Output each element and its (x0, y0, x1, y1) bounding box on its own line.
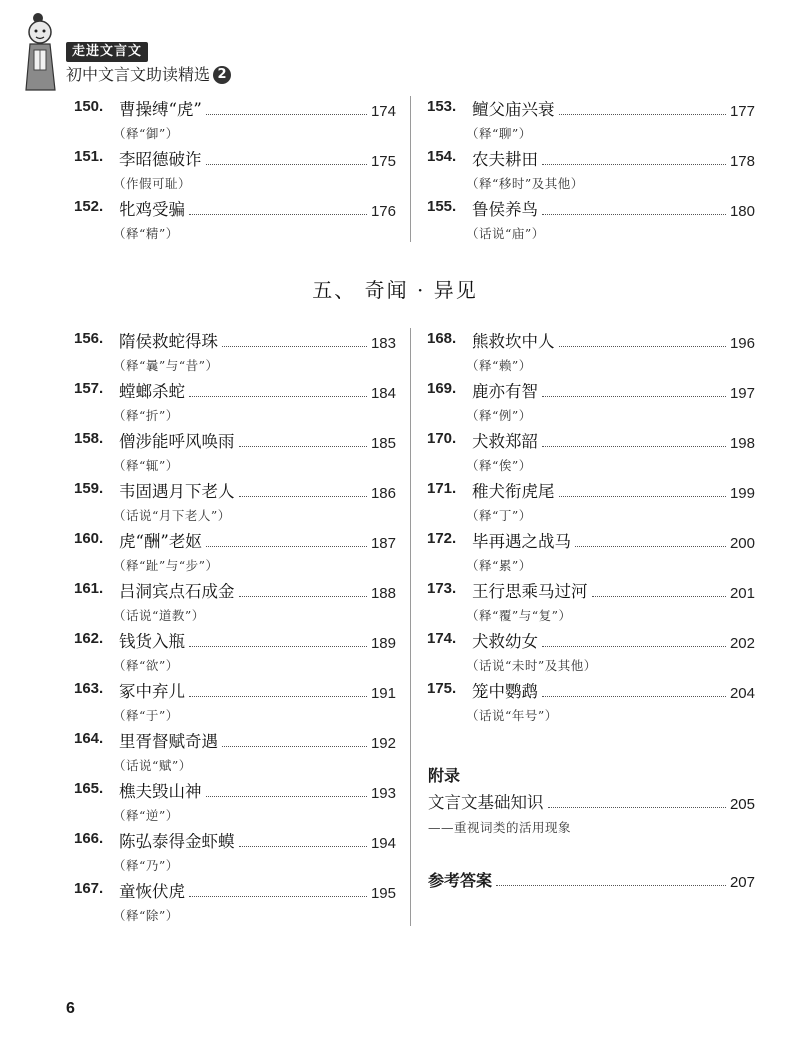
toc-entry[interactable] (74, 328, 396, 378)
entry-note: （话说“庙”） (466, 226, 545, 241)
dot-leader (222, 746, 367, 747)
entry-note: （释“于”） (113, 708, 179, 723)
entry-page: 178 (729, 153, 755, 170)
entry-title: 王行思乘马过河 (472, 582, 588, 601)
entry-title: 陈弘泰得金虾蟆 (119, 832, 235, 851)
entry-note: （话说“年号”） (466, 708, 558, 723)
entry-title: 里胥督赋奇遇 (119, 732, 218, 751)
entry-page: 199 (729, 485, 755, 502)
toc-entry[interactable] (74, 196, 396, 246)
entry-note: （话说“未时”及其他） (466, 658, 597, 673)
dot-leader (542, 446, 726, 447)
column-divider (410, 328, 411, 926)
entry-note: （释“移时”及其他） (466, 176, 584, 191)
book-title-text: 初中文言文助读精选 (66, 65, 211, 84)
entry-title: 李昭德破诈 (119, 150, 202, 169)
entry-number: 163. (74, 680, 104, 697)
entry-number: 174. (427, 630, 457, 647)
entry-number: 158. (74, 430, 104, 447)
entry-number: 159. (74, 480, 104, 497)
book-title (66, 65, 231, 85)
entry-title: 鲁侯养鸟 (472, 200, 538, 219)
toc-entry[interactable] (74, 678, 396, 728)
dot-leader (239, 846, 367, 847)
entry-title: 樵夫毁山神 (119, 782, 202, 801)
toc-entry[interactable] (74, 628, 396, 678)
dot-leader (239, 596, 367, 597)
dot-leader (592, 596, 726, 597)
entry-title: 犬救幼女 (472, 632, 538, 651)
toc-entry[interactable] (74, 728, 396, 778)
entry-title: 钱货入瓶 (119, 632, 185, 651)
toc-entry[interactable] (427, 96, 755, 146)
entry-note: （释“逆”） (113, 808, 179, 823)
entry-title: 熊救坎中人 (472, 332, 555, 351)
dot-leader (206, 164, 367, 165)
dot-leader (239, 496, 367, 497)
entry-title: 毕再遇之战马 (472, 532, 571, 551)
entry-note: （释“乃”） (113, 858, 179, 873)
entry-page: 195 (370, 885, 396, 902)
entry-title: 僧涉能呼风唤雨 (119, 432, 235, 451)
section-heading: 五、 奇闻 · 异见 (312, 278, 478, 302)
appendix-entry[interactable] (428, 789, 755, 813)
toc-entry[interactable] (74, 578, 396, 628)
entry-number: 164. (74, 730, 104, 747)
toc-entry[interactable] (427, 378, 755, 428)
entry-number: 162. (74, 630, 104, 647)
appendix-page: 205 (729, 796, 755, 813)
entry-note: （作假可耻） (113, 176, 192, 191)
dot-leader (189, 396, 367, 397)
dot-leader (189, 896, 367, 897)
dot-leader (189, 214, 367, 215)
answers-title: 参考答案 (428, 871, 493, 890)
entry-number: 150. (74, 98, 104, 115)
entry-number: 151. (74, 148, 104, 165)
entry-page: 192 (370, 735, 396, 752)
entry-note: （话说“道教”） (113, 608, 205, 623)
entry-number: 172. (427, 530, 457, 547)
appendix-heading: 附录 (428, 766, 461, 785)
toc-entry[interactable] (427, 428, 755, 478)
toc-entry[interactable] (74, 878, 396, 928)
toc-entry[interactable] (74, 778, 396, 828)
entry-page: 177 (729, 103, 755, 120)
entry-page: 174 (370, 103, 396, 120)
entry-note: （话说“赋”） (113, 758, 192, 773)
entry-page: 183 (370, 335, 396, 352)
entry-title: 虎“酬”老妪 (119, 532, 202, 551)
entry-note: （释“俟”） (466, 458, 532, 473)
entry-number: 175. (427, 680, 457, 697)
entry-title: 牝鸡受骗 (119, 200, 185, 219)
entry-page: 186 (370, 485, 396, 502)
entry-number: 169. (427, 380, 457, 397)
dot-leader (548, 807, 726, 808)
toc-entry[interactable] (74, 828, 396, 878)
entry-title: 韦固遇月下老人 (119, 482, 235, 501)
entry-page: 188 (370, 585, 396, 602)
entry-title: 鹿亦有智 (472, 382, 538, 401)
toc-entry[interactable] (427, 478, 755, 528)
dot-leader (559, 114, 726, 115)
entry-page: 187 (370, 535, 396, 552)
volume-badge: 2 (213, 66, 231, 84)
toc-entry[interactable] (427, 528, 755, 578)
entry-title: 鳣父庙兴衰 (472, 100, 555, 119)
entry-number: 156. (74, 330, 104, 347)
entry-note: （释“欲”） (113, 658, 179, 673)
entry-page: 197 (729, 385, 755, 402)
entry-page: 189 (370, 635, 396, 652)
entry-number: 165. (74, 780, 104, 797)
entry-number: 161. (74, 580, 104, 597)
dot-leader (496, 885, 726, 886)
appendix-subtitle: ——重视词类的活用现象 (428, 820, 572, 835)
toc-entry[interactable] (74, 428, 396, 478)
entry-number: 170. (427, 430, 457, 447)
entry-page: 196 (729, 335, 755, 352)
answers-entry[interactable] (428, 867, 755, 891)
entry-page: 193 (370, 785, 396, 802)
entry-note: （释“赖”） (466, 358, 532, 373)
toc-entry[interactable] (74, 96, 396, 146)
entry-note: （释“除”） (113, 908, 179, 923)
dot-leader (239, 446, 367, 447)
entry-title: 童恢伏虎 (119, 882, 185, 901)
dot-leader (542, 164, 726, 165)
right-column (427, 328, 755, 728)
dot-leader (206, 114, 367, 115)
dot-leader (542, 646, 726, 647)
dot-leader (542, 696, 726, 697)
dot-leader (206, 796, 367, 797)
entry-note: （释“曩”与“昔”） (113, 358, 219, 373)
entry-number: 152. (74, 198, 104, 215)
entry-title: 螳螂杀蛇 (119, 382, 185, 401)
entry-title: 犬救郑韶 (472, 432, 538, 451)
entry-note: （释“精”） (113, 226, 179, 241)
entry-page: 180 (729, 203, 755, 220)
entry-note: （释“覆”与“复”） (466, 608, 572, 623)
toc-entry[interactable] (427, 328, 755, 378)
entry-number: 171. (427, 480, 457, 497)
entry-number: 160. (74, 530, 104, 547)
answers-page: 207 (729, 874, 755, 891)
dot-leader (542, 396, 726, 397)
left-column (74, 328, 396, 928)
entry-page: 184 (370, 385, 396, 402)
dot-leader (189, 696, 367, 697)
entry-number: 167. (74, 880, 104, 897)
dot-leader (559, 346, 726, 347)
entry-note: （释“御”） (113, 126, 179, 141)
entry-title: 曹操缚“虎” (119, 100, 202, 119)
entry-title: 吕洞宾点石成金 (119, 582, 235, 601)
toc-entry[interactable] (427, 146, 755, 196)
dot-leader (542, 214, 726, 215)
series-title: 走进文言文 (66, 42, 148, 62)
entry-title: 笼中鹦鹉 (472, 682, 538, 701)
dot-leader (222, 346, 367, 347)
scholar-mascot-icon (22, 12, 62, 94)
entry-page: 191 (370, 685, 396, 702)
entry-note: （释“聊”） (466, 126, 532, 141)
entry-title: 农夫耕田 (472, 150, 538, 169)
dot-leader (575, 546, 726, 547)
entry-note: （话说“月下老人”） (113, 508, 231, 523)
entry-number: 173. (427, 580, 457, 597)
column-divider (410, 96, 411, 242)
entry-page: 202 (729, 635, 755, 652)
toc-entry[interactable] (427, 578, 755, 628)
entry-title: 冢中弃儿 (119, 682, 185, 701)
page-number: 6 (66, 1000, 75, 1017)
entry-note: （释“丁”） (466, 508, 532, 523)
entry-note: （释“辄”） (113, 458, 179, 473)
entry-page: 201 (729, 585, 755, 602)
entry-number: 166. (74, 830, 104, 847)
entry-page: 200 (729, 535, 755, 552)
entry-number: 154. (427, 148, 457, 165)
dot-leader (189, 646, 367, 647)
toc-entry[interactable] (74, 528, 396, 578)
entry-page: 175 (370, 153, 396, 170)
entry-number: 157. (74, 380, 104, 397)
toc-entry[interactable] (74, 378, 396, 428)
entry-note: （释“例”） (466, 408, 532, 423)
dot-leader (206, 546, 367, 547)
dot-leader (559, 496, 726, 497)
entry-note: （释“累”） (466, 558, 532, 573)
top-right-column (427, 96, 755, 246)
entry-number: 168. (427, 330, 457, 347)
entry-title: 稚犬衔虎尾 (472, 482, 555, 501)
appendix-title: 文言文基础知识 (428, 793, 544, 812)
toc-entry[interactable] (427, 628, 755, 678)
entry-page: 176 (370, 203, 396, 220)
entry-page: 194 (370, 835, 396, 852)
top-left-column (74, 96, 396, 246)
entry-page: 185 (370, 435, 396, 452)
toc-entry[interactable] (427, 678, 755, 728)
entry-page: 204 (729, 685, 755, 702)
entry-page: 198 (729, 435, 755, 452)
toc-entry[interactable] (427, 196, 755, 246)
entry-note: （释“趾”与“步”） (113, 558, 219, 573)
toc-entry[interactable] (74, 146, 396, 196)
entry-number: 153. (427, 98, 457, 115)
entry-note: （释“折”） (113, 408, 179, 423)
entry-title: 隋侯救蛇得珠 (119, 332, 218, 351)
toc-entry[interactable] (74, 478, 396, 528)
entry-number: 155. (427, 198, 457, 215)
